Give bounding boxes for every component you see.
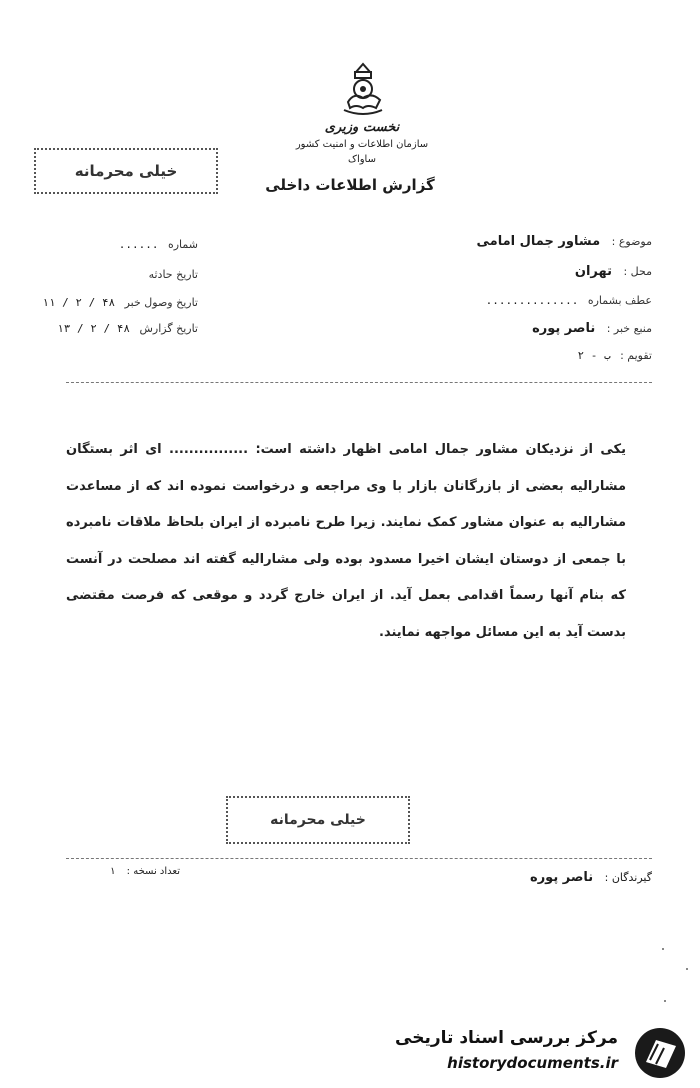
subject-value: مشاور جمال امامی [476,234,601,249]
source-value: ناصر پوره [532,321,596,336]
copies-value: ۱ [110,866,116,877]
lion-and-sun-emblem-icon [334,62,392,118]
scan-speck [662,948,664,950]
report-date-value: ۴۸ / ۲ / ۱۳ [57,322,130,335]
location-row [575,264,652,279]
rating-label: تقویم : [620,349,652,362]
received-date-value: ۴۸ / ۲ / ۱۱ [42,296,116,309]
copies-row [110,866,180,877]
report-title: گزارش اطلاعات داخلی [265,176,435,194]
classification-stamp-top-text: خیلی محرمانه [74,162,178,180]
watermark-url: historydocuments.ir [447,1054,618,1072]
number-row [119,238,198,251]
report-date-row [57,322,198,335]
recipients-label: گیرندگان : [604,871,652,884]
event-date-label: تاریخ حادثه [148,268,198,281]
archive-logo-icon [632,1026,688,1080]
scan-speck [686,968,688,970]
divider-bottom [66,858,652,859]
reference-row [486,294,652,307]
classification-stamp-top [34,148,218,194]
copies-label: تعداد نسخه : [126,866,180,877]
number-value: ...... [118,238,159,251]
received-date-label: تاریخ وصول خبر [124,296,198,309]
classification-stamp-bottom [226,796,410,844]
reference-value: .............. [485,294,579,307]
number-label: شماره [167,238,198,251]
department-name: ساواک [348,154,376,165]
watermark-persian: مرکز بررسی اسناد تاریخی [395,1028,618,1048]
recipients-row [530,870,652,885]
watermark [395,1028,618,1072]
received-date-row [42,296,198,309]
rating-value: ب - ۲ [577,349,611,362]
organization-name: سازمان اطلاعات و امنیت کشور [295,139,429,150]
ministry-name: نخست وزیری [324,120,400,135]
subject-row [477,234,652,249]
report-date-label: تاریخ گزارش [139,322,198,335]
classification-stamp-bottom-text: خیلی محرمانه [270,812,366,828]
subject-label: موضوع : [611,235,652,248]
event-date-row [143,268,198,281]
source-label: منبع خبر : [606,322,652,335]
source-row [532,321,652,336]
location-label: محل : [623,265,652,278]
reference-label: عطف بشماره [587,294,652,307]
report-body-text: یکی از نزدیکان مشاور جمال امامی اظهار داشته است: ................ ای اثر بستگان مشارالیه بعضی از بازرگانان بازار با وی مراجعه و درخواست نموده اند که از مساعدت مشارالیه به عنوان مشاور کمک نمایند. زیرا طرح نامبرده از ایران بلحاظ ملاقات نامبرده با جمعی از دوستان ایشان اخیرا مسدود بوده ولی مشارالیه گفته اند مصلحت در آنست که بنام آنها رسماً اقدامی بعمل آید. از ایران خارج گردد و موقعی که فرصت مقتضی بدست آید به این مسائل مواجهه نمایند. [66,442,626,640]
location-value: تهران [574,264,612,279]
scan-speck [664,1000,666,1002]
recipients-value: ناصر پوره [530,870,594,885]
rating-row [577,349,652,362]
divider-top [66,382,652,383]
